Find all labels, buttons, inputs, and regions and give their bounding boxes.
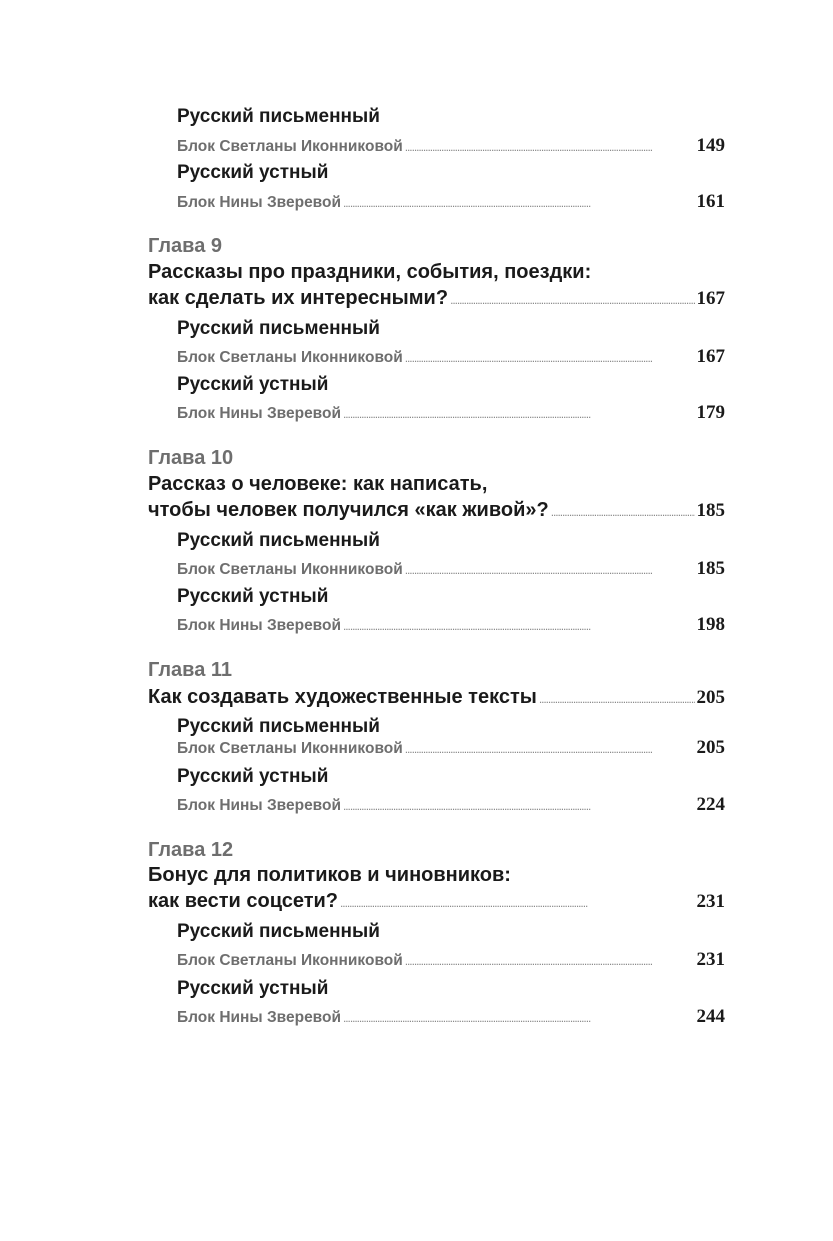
toc-entry[interactable] bbox=[177, 402, 725, 424]
page-number: 205 bbox=[696, 687, 725, 708]
page-number: 231 bbox=[696, 891, 725, 912]
toc-subsection-title[interactable]: Русский устный bbox=[177, 374, 329, 395]
page-number: 179 bbox=[696, 402, 725, 423]
dot-leader bbox=[539, 692, 695, 706]
dot-leader bbox=[405, 563, 695, 577]
chapter-title-line[interactable] bbox=[148, 686, 725, 709]
chapter-title-line[interactable] bbox=[148, 890, 725, 913]
dot-leader bbox=[343, 799, 694, 813]
page-number: 167 bbox=[696, 346, 725, 367]
chapter-title-text: как сделать их интересными? bbox=[148, 287, 449, 309]
toc-entry[interactable] bbox=[177, 135, 725, 157]
toc-subsection-title[interactable]: Русский устный bbox=[177, 978, 329, 999]
page-number: 224 bbox=[696, 794, 725, 815]
page-number: 244 bbox=[696, 1006, 725, 1027]
chapter-title[interactable]: Бонус для политиков и чиновников: bbox=[148, 864, 511, 886]
toc-entry-author: Блок Светланы Иконниковой bbox=[177, 740, 403, 757]
toc-entry[interactable] bbox=[177, 737, 725, 759]
dot-leader bbox=[343, 196, 694, 210]
toc-entry-author: Блок Светланы Иконниковой bbox=[177, 349, 403, 366]
chapter-label: Глава 9 bbox=[148, 235, 223, 257]
chapter-title-line[interactable] bbox=[148, 499, 725, 522]
toc-entry[interactable] bbox=[177, 558, 725, 580]
page-number: 185 bbox=[696, 500, 725, 521]
toc-entry[interactable] bbox=[177, 794, 725, 816]
chapter-label: Глава 10 bbox=[148, 447, 234, 469]
dot-leader bbox=[405, 140, 695, 154]
toc-entry-author: Блок Светланы Иконниковой bbox=[177, 561, 403, 578]
page-number: 198 bbox=[696, 614, 725, 635]
chapter-title-text: чтобы человек получился «как живой»? bbox=[148, 499, 549, 521]
page-number: 205 bbox=[696, 737, 725, 758]
chapter-title-line[interactable] bbox=[148, 287, 725, 310]
dot-leader bbox=[405, 954, 695, 968]
dot-leader bbox=[405, 742, 695, 756]
page-number: 161 bbox=[696, 191, 725, 212]
dot-leader bbox=[405, 351, 695, 365]
dot-leader bbox=[343, 619, 694, 633]
toc-entry[interactable] bbox=[177, 191, 725, 213]
chapter-title-text: Как создавать художественные тексты bbox=[148, 686, 537, 708]
chapter-label: Глава 11 bbox=[148, 659, 233, 681]
dot-leader bbox=[551, 505, 695, 519]
toc-entry[interactable] bbox=[177, 1006, 725, 1028]
toc-entry-author: Блок Нины Зверевой bbox=[177, 617, 342, 634]
dot-leader bbox=[343, 1011, 694, 1025]
toc-subsection-title[interactable]: Русский устный bbox=[177, 766, 329, 787]
toc-subsection-title[interactable]: Русский письменный bbox=[177, 921, 380, 942]
dot-leader bbox=[450, 293, 694, 307]
toc-subsection-title[interactable]: Русский устный bbox=[177, 162, 329, 183]
chapter-title[interactable]: Рассказы про праздники, события, поездки: bbox=[148, 261, 592, 283]
dot-leader bbox=[343, 407, 694, 421]
chapter-title[interactable]: Рассказ о человеке: как написать, bbox=[148, 473, 488, 495]
page-number: 185 bbox=[696, 558, 725, 579]
toc-entry[interactable] bbox=[177, 346, 725, 368]
dot-leader bbox=[340, 896, 694, 910]
chapter-label: Глава 12 bbox=[148, 839, 234, 861]
toc-subsection-title[interactable]: Русский письменный bbox=[177, 530, 380, 551]
page-number: 231 bbox=[696, 949, 725, 970]
toc-entry-author: Блок Светланы Иконниковой bbox=[177, 138, 403, 155]
toc-entry-author: Блок Светланы Иконниковой bbox=[177, 952, 403, 969]
toc-subsection-title[interactable]: Русский письменный bbox=[177, 318, 380, 339]
toc-entry[interactable] bbox=[177, 949, 725, 971]
page-number: 149 bbox=[696, 135, 725, 156]
toc-subsection-title[interactable]: Русский письменный bbox=[177, 716, 380, 737]
toc-entry-author: Блок Нины Зверевой bbox=[177, 405, 342, 422]
toc-subsection-title[interactable]: Русский письменный bbox=[177, 106, 380, 127]
toc-entry-author: Блок Нины Зверевой bbox=[177, 1009, 342, 1026]
toc-entry-author: Блок Нины Зверевой bbox=[177, 797, 342, 814]
page-number: 167 bbox=[696, 288, 725, 309]
toc-entry[interactable] bbox=[177, 614, 725, 636]
chapter-title-text: как вести соцсети? bbox=[148, 890, 339, 912]
toc-subsection-title[interactable]: Русский устный bbox=[177, 586, 329, 607]
toc-entry-author: Блок Нины Зверевой bbox=[177, 194, 342, 211]
